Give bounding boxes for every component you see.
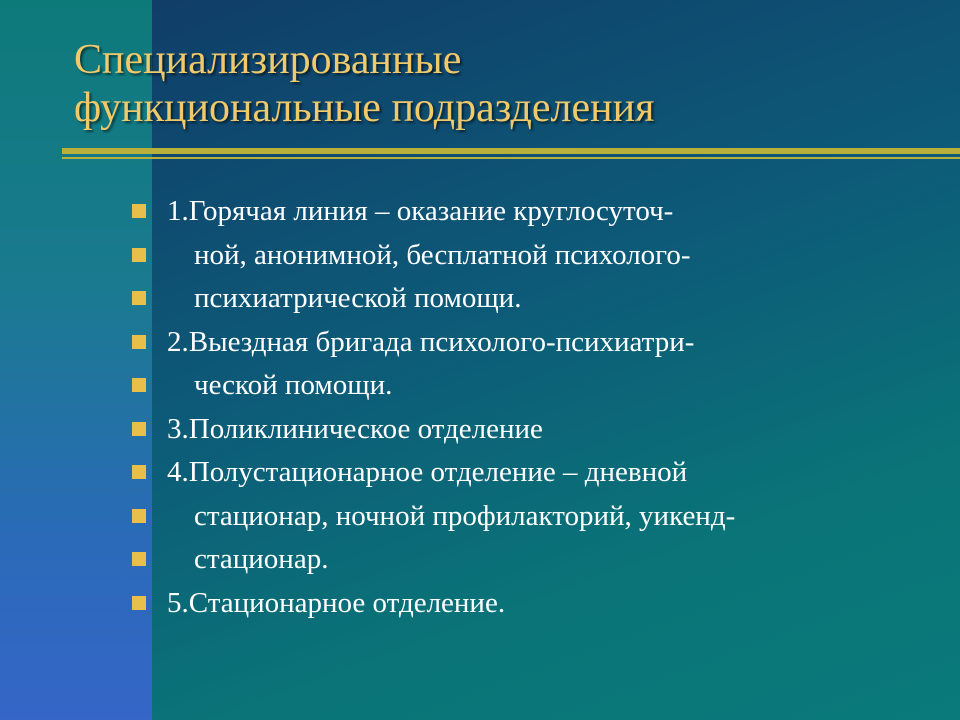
- title-line-2: функциональные подразделения: [74, 85, 655, 131]
- slide-title: [74, 36, 934, 132]
- square-bullet-icon: [132, 335, 146, 349]
- square-bullet-icon: [132, 422, 146, 436]
- bullet-text: 3.Поликлиническое отделение: [167, 412, 543, 445]
- title-line-1: Специализированные: [74, 37, 462, 83]
- square-bullet-icon: [132, 378, 146, 392]
- bullet-text: 4.Полустационарное отделение – дневной: [167, 456, 688, 488]
- square-bullet-icon: [132, 552, 146, 566]
- bullet-text: ной, анонимной, бесплатной психолого-: [194, 238, 691, 271]
- title-divider-thin: [62, 157, 960, 159]
- bullet-text: ческой помощи.: [194, 369, 393, 401]
- square-bullet-icon: [132, 291, 146, 305]
- square-bullet-icon: [132, 596, 146, 610]
- bullet-text: 1.Горячая линия – оказание круглосуточ-: [167, 195, 674, 227]
- bullet-text: 5.Стационарное отделение.: [167, 586, 506, 619]
- bullet-text: стационар.: [194, 543, 329, 575]
- square-bullet-icon: [132, 509, 146, 523]
- square-bullet-icon: [132, 248, 146, 262]
- bullet-text: стационар, ночной профилакторий, уикенд-: [194, 499, 736, 532]
- square-bullet-icon: [132, 204, 146, 218]
- bullet-text: 2.Выездная бригада психолого-психиатри-: [167, 325, 695, 358]
- square-bullet-icon: [132, 465, 146, 479]
- title-divider-thick: [62, 148, 960, 154]
- bullet-text: психиатрической помощи.: [194, 282, 522, 314]
